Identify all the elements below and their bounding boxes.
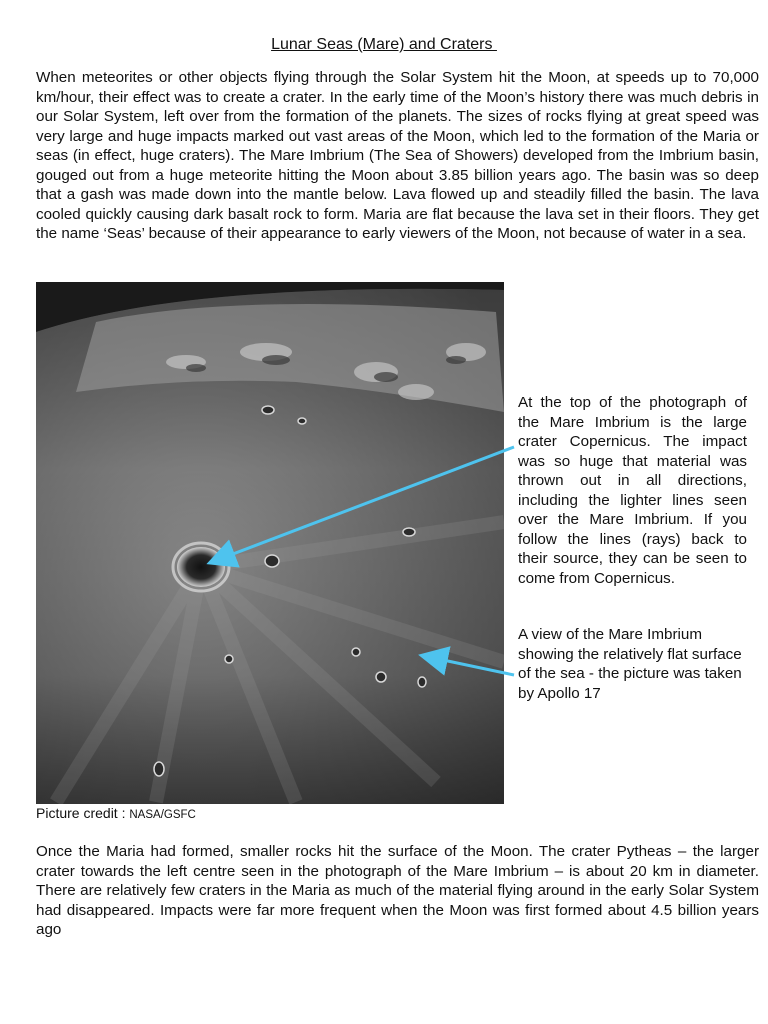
arrow-copernicus [212, 447, 514, 562]
picture-credit [36, 804, 196, 824]
intro-paragraph: When meteorites or other objects flying through the Solar System hit the Moon, at speeds up to 70,000 km/hour, their effect was to create a crater. In the early time of the Moon’s history there was much debris in our Solar System, left over from the formation of the planets. The sizes of rocks flying at great speed was very large and huge impacts marked out vast areas of the Moon, which led to the formation of the Maria or seas (in effect, huge craters). The Mare Imbrium (The Sea of Showers) developed from the Imbrium basin, gouged out from a huge meteorite hitting the Moon about 3.85 billion years ago. The basin was so deep that a gash was made down into the mantle below. Lava flowed up and steadily filled the basin. The lava cooled quickly causing dark basalt rock to form. Maria are flat because the lava set in their floors. They get the name ‘Seas’ because of their appearance to early viewers of the Moon, not because of water in a sea. [36, 69, 759, 242]
caption-view: A view of the Mare Imbrium showing the relatively flat surface of the sea - the picture was taken by Apollo 17 [518, 626, 742, 702]
credit-label: Picture credit : [36, 805, 130, 821]
page-title: Lunar Seas (Mare) and Craters [271, 36, 497, 53]
caption-copernicus: At the top of the photograph of the Mare Imbrium is the large crater Copernicus. The impact was so huge that material was thrown out in all directions, including the lighter lines seen over the Mare Imbrium. If you follow the lines (rays) back to their source, they can be seen to come from Copernicus. [518, 394, 747, 587]
credit-source: NASA/GSFC [129, 809, 196, 821]
arrow-view [424, 656, 514, 675]
closing-paragraph: Once the Maria had formed, smaller rocks hit the surface of the Moon. The crater Pytheas – the larger crater towards the left centre seen in the photograph of the Mare Imbrium – is about 20 km in diameter. There are relatively few craters in the Maria as much of the material flying around in the early Solar System had disappeared. Impacts were far more frequent when the Moon was first formed about 4.5 billion years ago [36, 843, 759, 938]
